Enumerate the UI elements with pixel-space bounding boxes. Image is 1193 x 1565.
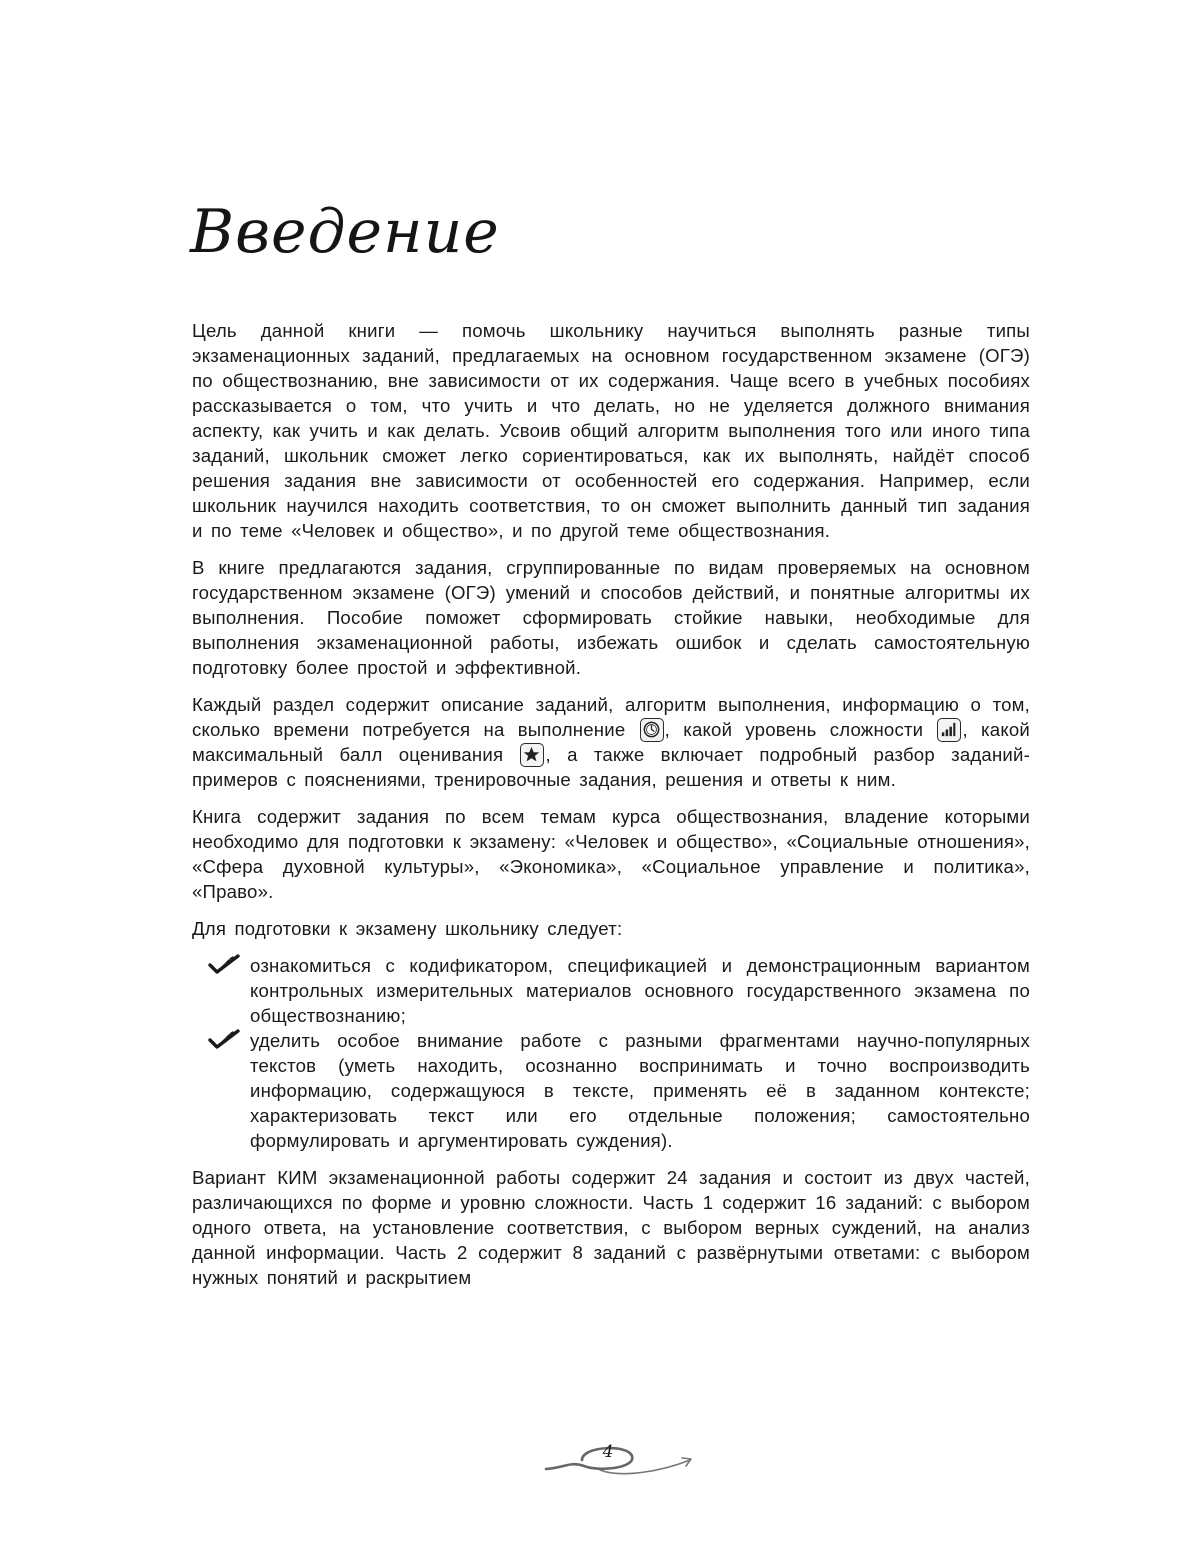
sections-text-part2: , какой уровень сложности [664,719,937,740]
paragraph-sections [192,692,1030,792]
page-ornament-icon [540,1438,700,1488]
sections-text-part1: Каждый раздел содержит описание заданий, алгоритм выполнения, информацию о том, сколько времени потребуется на выполнение [192,694,1030,740]
clock-icon [640,718,664,742]
difficulty-chart-icon [937,718,961,742]
page-footer [540,1438,700,1488]
paragraph-prep-intro: Для подготовки к экзамену школьнику следует: [192,918,623,939]
page-title: Введение [190,197,500,267]
list-item [250,1028,1030,1153]
list-item-text: уделить особое внимание работе с разными фрагментами научно-популярных текстов (уметь находить, осознанно воспринимать и точно воспроизводить информацию, содержащуюся в тексте, применять её в заданном контексте; характеризовать текст или его отдельные положения; самостоятельно формулировать и аргументировать суждения). [250,1030,1030,1151]
list-item-text: ознакомиться с кодификатором, спецификацией и демонстрационным вариантом контрольных измерительных материалов основного государственного экзамена по обществознанию; [250,955,1030,1026]
paragraph-goal: Цель данной книги — помочь школьнику научиться выполнять разные типы экзаменационных заданий, предлагаемых на основном государственном экзамене (ОГЭ) по обществознанию, вне зависимости от их содержания. Чаще всего в учебных пособиях рассказывается о том, что учить и что делать, но не уделяется должного внимания аспекту, как учить и как делать. Усвоив общий алгоритм выполнения того или иного типа заданий, школьник сможет легко сориентироваться, как их выполнять, найдёт способ решения задания вне зависимости от особенностей его содержания. Например, если школьник научился находить соответствия, то он сможет выполнить данный тип задания и по теме «Человек и общество», и по другой теме обществознания. [192,320,1030,541]
sections-text-part3: , какой максимальный балл оценивания [192,719,1031,765]
prep-checklist [192,953,1030,1153]
list-item [250,953,1030,1028]
paragraph-exam-structure: Вариант КИМ экзаменационной работы содержит 24 задания и состоит из двух частей, различающихся по форме и уровню сложности. Часть 1 содержит 16 заданий: с выбором одного ответа, на установление соответствия, с выбором верных суждений, на анализ данной информации. Часть 2 содержит 8 заданий с развёрнутыми ответами: с выбором нужных понятий и раскрытием [192,1167,1030,1288]
paragraph-topics: Книга содержит задания по всем темам курса обществознания, владение которыми необходимо для подготовки к экзамену: «Человек и общество», «Социальные отношения», «Сфера духовной культуры», «Экономика», «Социальное управление и политика», «Право». [192,806,1030,902]
checkmark-icon [208,953,242,977]
main-content [192,318,1030,1302]
star-icon [520,743,544,767]
checkmark-icon [208,1028,242,1052]
sections-text-part4: , а также включает подробный разбор заданий-примеров с пояснениями, тренировочные задания, решения и ответы к ним. [192,744,1030,790]
paragraph-tasks: В книге предлагаются задания, сгруппированные по видам проверяемых на основном государственном экзамене (ОГЭ) умений и способов действий, и понятные алгоритмы их выполнения. Пособие поможет сформировать стойкие навыки, необходимые для выполнения экзаменационной работы, избежать ошибок и сделать самостоятельную подготовку более простой и эффективной. [192,557,1030,678]
page-number: 4 [602,1442,614,1462]
